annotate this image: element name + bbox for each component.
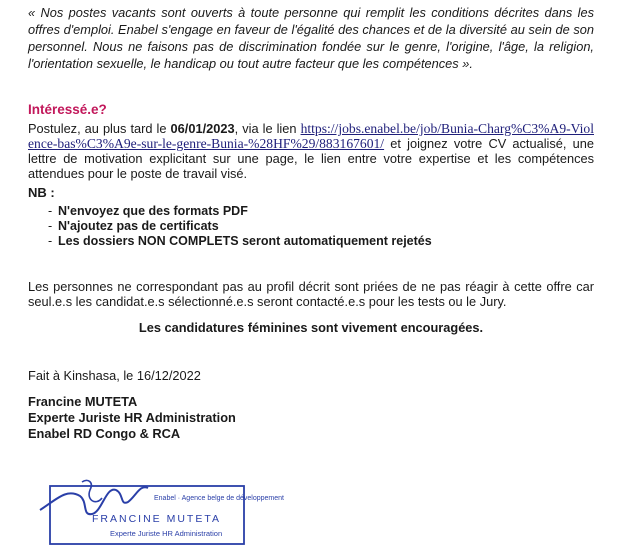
signatory-name: Francine MUTETA: [28, 394, 138, 409]
nb-list: [28, 204, 594, 249]
nb-item-certificates: [28, 219, 594, 234]
interested-heading: Intéressé.e?: [28, 102, 107, 117]
signature-flourish: [82, 480, 102, 501]
apply-suffix: et joignez votre CV actualisé, une lettre de motivation explicitant sur une page, le lien entre votre expertise et les compétences attendues pour le poste de travail visé.: [28, 136, 594, 181]
handwritten-signature: [40, 487, 148, 514]
official-stamp: [36, 476, 284, 548]
encouragement-line: Les candidatures féminines sont vivement encouragées.: [138, 320, 484, 335]
stamp-name: FRANCINE MUTETA: [92, 513, 221, 525]
place-date: Fait à Kinshasa, le 16/12/2022: [28, 368, 201, 383]
document-page: [28, 4, 594, 442]
apply-deadline: 06/01/2023: [170, 121, 235, 136]
apply-middle: , via le lien: [234, 121, 301, 136]
nb-item-text: Les dossiers NON COMPLETS seront automatiquement rejetés: [58, 234, 432, 248]
nb-label: NB :: [28, 185, 55, 200]
stamp-org-line: Enabel · Agence belge de développement: [154, 495, 284, 502]
signatory-role: Experte Juriste HR Administration: [28, 410, 236, 425]
note-paragraph: Les personnes ne correspondant pas au profil décrit sont priées de ne pas réagir à cette offre car seul.e.s les candidat.e.s sélectionné.e.s seront contacté.e.s pour les tests ou le Jury.: [28, 279, 594, 309]
intro-quote: « Nos postes vacants sont ouverts à toute personne qui remplit les conditions décrites dans les offres d'emploi. Enabel s'engage en faveur de l'égalité des chances et de la diversité au sein de son personnel. Nous ne faisons pas de discrimination fondée sur le genre, l'origine, l'âge, la religion, l'orientation sexuelle, le handicap ou tout autre facteur que les compétences ».: [28, 5, 594, 71]
nb-item-incomplete: [28, 234, 594, 249]
nb-item-text: N'envoyez que des formats PDF: [58, 204, 248, 218]
dash-icon: -: [48, 204, 53, 218]
nb-item-pdf: [28, 204, 594, 219]
stamp-role: Experte Juriste HR Administration: [110, 529, 223, 538]
signatory-org: Enabel RD Congo & RCA: [28, 426, 181, 441]
apply-link[interactable]: https://jobs.enabel.be/job/Bunia-Charg%C3%A9-Violence-bas%C3%A9e-sur-le-genre-Bunia-%28HF%29/883167601/: [28, 121, 594, 151]
signature-block: [28, 394, 594, 442]
dash-icon: -: [48, 234, 53, 248]
apply-prefix: Postulez, au plus tard le: [28, 121, 171, 136]
dash-icon: -: [48, 219, 53, 233]
apply-paragraph: [28, 121, 594, 181]
nb-item-text: N'ajoutez pas de certificats: [58, 219, 219, 233]
